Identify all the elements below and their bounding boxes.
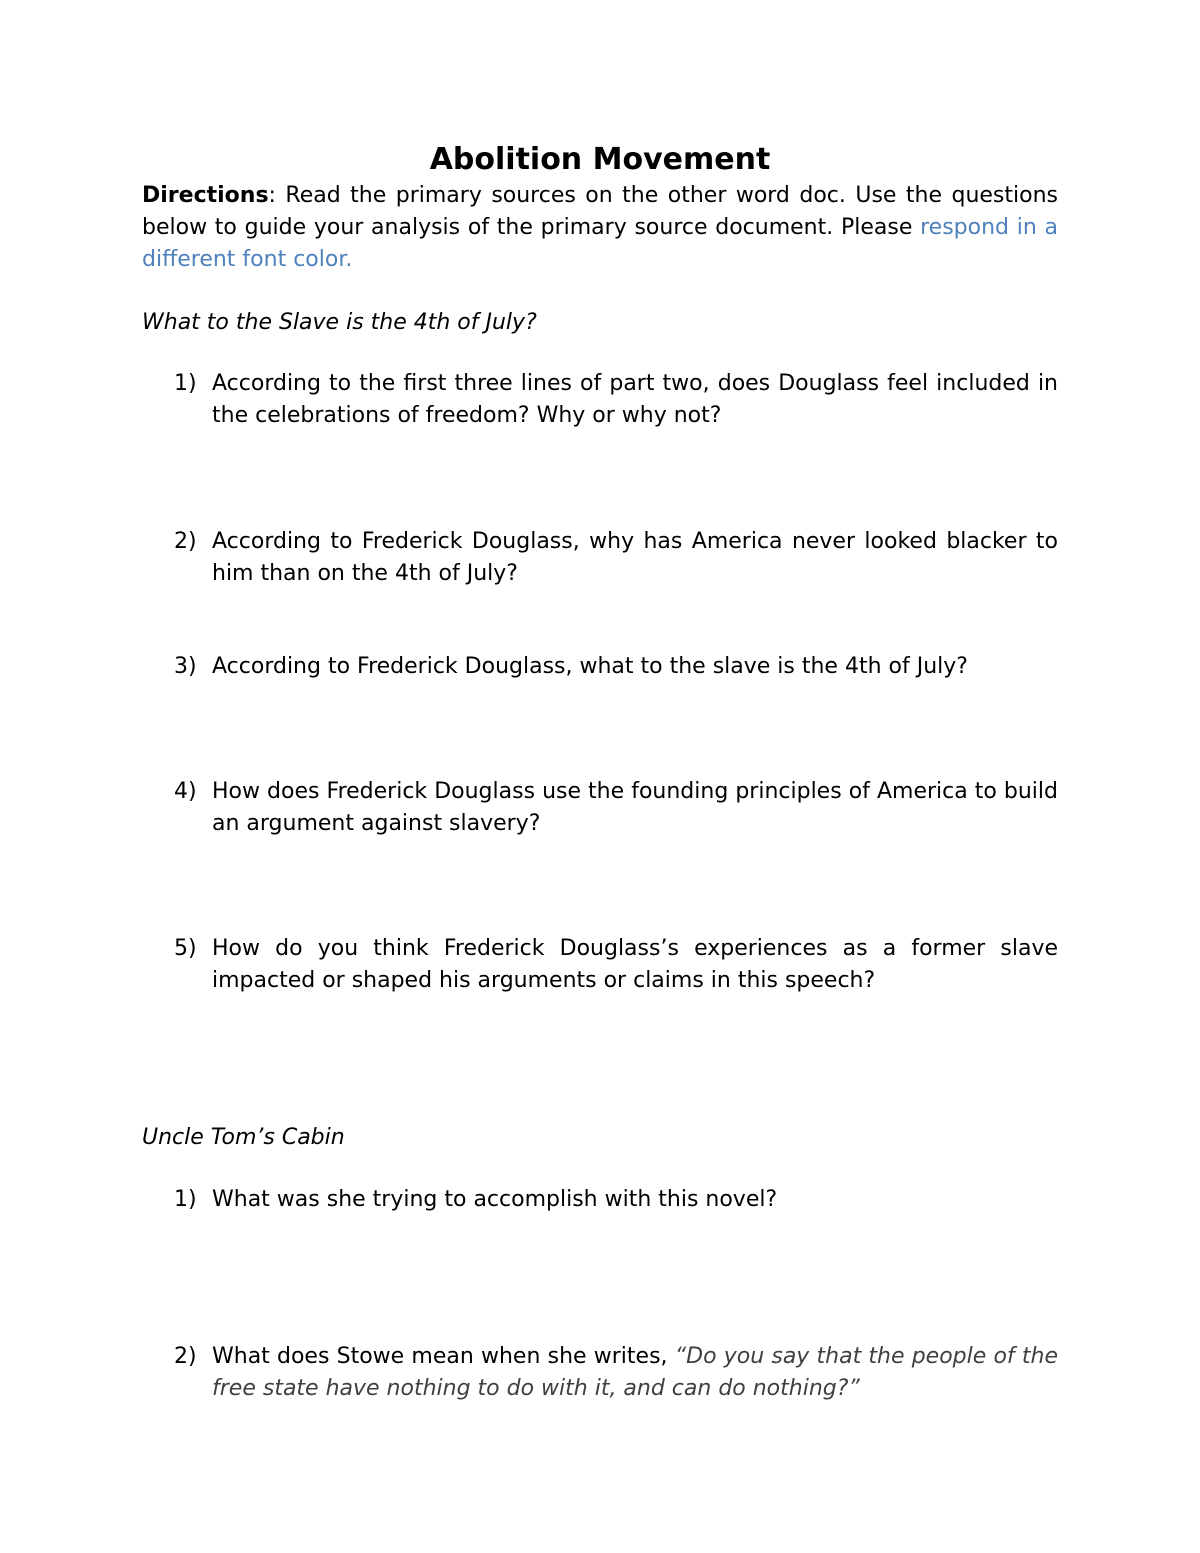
directions-colon: :: [268, 183, 276, 208]
douglass-question-4: [174, 776, 1058, 840]
question-text: What was she trying to accomplish with this novel?: [212, 1187, 778, 1212]
question-text: According to the first three lines of part two, does Douglass feel included in the celebrations of freedom? Why or why not?: [212, 371, 1058, 428]
section-heading-douglass: What to the Slave is the 4th of July?: [142, 310, 537, 335]
directions-accent-text: respond in a different font color.: [142, 215, 1058, 272]
douglass-question-3: [174, 651, 1058, 683]
question-number: 3): [174, 654, 197, 679]
stowe-question-1: [174, 1184, 1058, 1216]
douglass-question-2: [174, 526, 1058, 590]
question-number: 1): [174, 1187, 197, 1212]
question-text: According to Frederick Douglass, why has America never looked blacker to him than on the 4th of July?: [212, 529, 1058, 586]
question-number: 4): [174, 779, 197, 804]
section-heading-uncle-toms-cabin: Uncle Tom’s Cabin: [142, 1125, 345, 1150]
stowe-question-2: [174, 1341, 1058, 1405]
question-number: 2): [174, 1344, 197, 1369]
douglass-question-1: [174, 368, 1058, 432]
directions-text: Read the primary sources on the other word doc. Use the questions below to guide your analysis of the primary source document. Please: [142, 183, 1058, 240]
douglass-question-5: [174, 933, 1058, 997]
question-text: How does Frederick Douglass use the founding principles of America to build an argument against slavery?: [212, 779, 1058, 836]
question-text: How do you think Frederick Douglass’s experiences as a former slave impacted or shaped his arguments or claims in this speech?: [212, 936, 1058, 993]
question-text: What does Stowe mean when she writes,: [212, 1344, 675, 1369]
question-number: 2): [174, 529, 197, 554]
question-text-wrapper: [212, 1341, 1058, 1405]
stowe-quote: “Do you say that the people of the free state have nothing to do with it, and can do nothing?”: [212, 1344, 1058, 1401]
question-number: 1): [174, 371, 197, 396]
page-title: Abolition Movement: [429, 142, 771, 177]
question-number: 5): [174, 936, 197, 961]
directions-paragraph: [142, 180, 1058, 276]
question-text: According to Frederick Douglass, what to the slave is the 4th of July?: [212, 654, 968, 679]
directions-label: Directions: [142, 183, 269, 208]
